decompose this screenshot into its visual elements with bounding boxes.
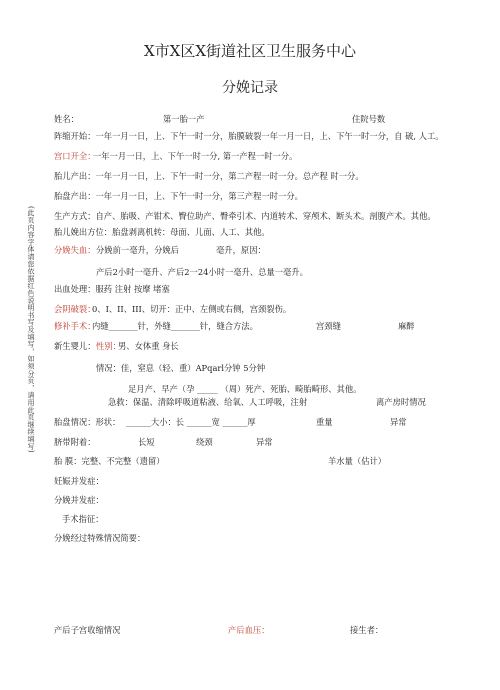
form-field-text: 足月产、早产（孕 _____ （周）死产、死胎、畸胎畸形、其他。 [128,384,362,394]
form-field-text: 第一胎一产 [163,114,205,124]
form-field-text: 脐带附着： [54,437,96,447]
form-field-text: 产后血压： [228,625,270,635]
form-field-text: 住院号数 [352,114,386,124]
form-field-text: 新生婴儿： [54,341,96,351]
document-subtitle: 分娩记录 [222,80,278,96]
form-field-text: 胎盘情况：形状： [54,417,121,427]
form-field-text: 内缝_______针，外缝_______针，缝合方法。 [92,321,258,331]
form-field-text: 妊娠并发症： [54,476,104,486]
form-field-text: 麻醉 [398,321,415,331]
form-field-text: ______大小：长 ______宽 ______厚 [126,417,256,427]
form-field-text: 分娩失血： [54,245,96,255]
form-field-text: 异常 [390,417,407,427]
form-field-text: 产后2小时一毫升、产后2一24小时一毫升、总量一毫升。 [96,267,308,277]
form-field-text: 接生者： [350,625,384,635]
form-field-text: 长短 [138,437,155,447]
form-field-text: 会阴破裂： [54,304,96,314]
form-field-text: 重量 [316,417,333,427]
form-field-text: 0、I、II、III、切开：正中、左侧或右侧，宫颈裂伤。 [92,304,292,314]
form-field-text: 姓名： [54,114,79,124]
form-field-text: 胎儿娩出方位：胎盘剥离机转：母面、儿面、人工、其他。 [54,227,270,237]
form-field-text: 手术指征： [62,514,104,524]
form-field-text: 男、女体重 身长 [118,341,179,351]
side-note: (此页内容字体请您依据红色说明书写及填写，如须分页，请用此页继续填写) [27,206,35,453]
form-field-text: 出血处理：服药 注射 按摩 堵塞 [54,284,170,294]
form-field-text: 离产房时情况 [376,397,426,407]
form-field-text: 胎儿产出：一年一月一日，上、下午一时一分，第二产程一时一分。总产程 时一分。 [54,171,364,181]
page-title: X市X区X街道社区卫生服务中心 [143,42,357,60]
form-field-text: 胎 膜：完整、不完整（遗留） [54,456,165,466]
form-field-text: 阵缩开始：一年一月一日，上、下午一时一分，胎膜破裂一年一月一日，上、下午一时一分，自 破, 人工。 [54,131,444,141]
form-field-text: 分娩经过特殊情况简要： [54,533,146,543]
form-field-text: 羊水量（估计） [328,456,387,466]
form-field-text: 性别： [96,341,121,351]
form-field-text: 分娩并发症： [54,495,104,505]
form-field-text: 分娩前一毫升，分娩后 [96,245,179,255]
form-field-text: 绕颈 [196,437,213,447]
form-field-text: 生产方式：自产、胎吸、产钳术、臀位助产、臀牵引术、内道转术、穿颅术、断头术。剖腹产术。其他。 [54,211,436,221]
form-field-text: 胎盘产出：一年一月一日，上、下午一时一分，第三产程一时一分。 [54,191,303,201]
form-field-text: 一年一月一日，上、下午一时一分, 第一产程一时一分。 [93,151,298,161]
form-field-text: 宫口开全： [54,151,96,161]
form-field-text: 毫升，原因： [216,245,266,255]
form-field-text: 修补手术： [54,321,96,331]
form-field-text: 情况：佳，窒息（轻、重）APqarl分钟 5分钟 [96,363,266,373]
form-field-text: 宫颈缝 [316,321,341,331]
form-field-text: 急救：保温、清除呼吸道粘液、给氧、人工呼吸，注射 [108,397,308,407]
form-field-text: 异常 [256,437,273,447]
form-field-text: 产后子宫收缩情况 [54,625,121,635]
